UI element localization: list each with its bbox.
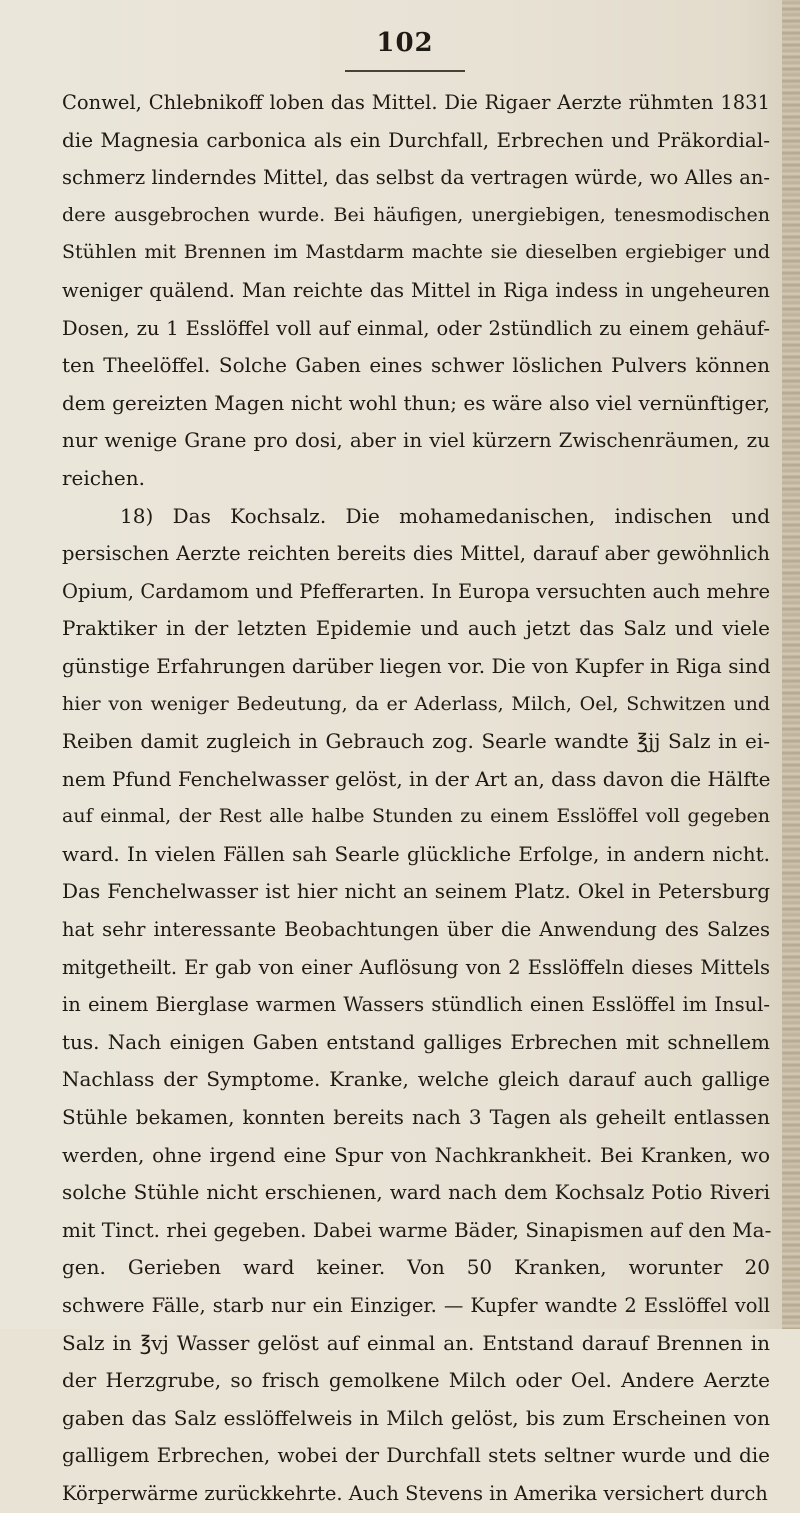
text-line: nur wenige Grane pro dosi, aber in viel kürzern Zwischenräumen, zu <box>62 428 770 453</box>
text-line: gen. Gerieben ward keiner. Von 50 Kranken, worunter 20 <box>62 1255 770 1280</box>
text-line: der Herzgrube, so frisch gemolkene Milch oder Oel. Andere Aerzte <box>62 1368 770 1393</box>
text-line: persischen Aerzte reichten bereits dies Mittel, darauf aber gewöhnlich <box>62 542 770 566</box>
text-line: Nachlass der Symptome. Kranke, welche gleich darauf auch gallige <box>62 1067 770 1092</box>
text-line: werden, ohne irgend eine Spur von Nachkrankheit. Bei Kranken, wo <box>62 1142 770 1167</box>
text-line: Dosen, zu 1 Esslöffel voll auf einmal, oder 2stündlich zu einem gehäuf- <box>62 316 770 340</box>
text-line: hier von weniger Bedeutung, da er Aderlass, Milch, Oel, Schwitzen und <box>62 692 770 715</box>
text-line: ten Theelöffel. Solche Gaben eines schwer löslichen Pulvers können <box>62 353 770 378</box>
text-line: Praktiker in der letzten Epidemie und auch jetzt das Salz und viele <box>62 616 770 641</box>
text-line: nem Pfund Fenchelwasser gelöst, in der Art an, dass davon die Hälfte <box>62 766 771 791</box>
text-line: dem gereizten Magen nicht wohl thun; es wäre also viel vernünftiger, <box>62 390 770 415</box>
text-line: Körperwärme zurückkehrte. Auch Stevens in Amerika versichert durch <box>62 1481 768 1505</box>
text-line: Reiben damit zugleich in Gebrauch zog. Searle wandte ℥jj Salz in ei- <box>62 729 770 754</box>
text-line: Stühlen mit Brennen im Mastdarm machte sie dieselben ergiebiger und <box>62 241 770 264</box>
text-line: galligem Erbrechen, wobei der Durchfall stets seltner wurde und die <box>62 1443 770 1468</box>
body-text <box>62 84 770 1513</box>
text-line: reichen. <box>62 465 145 490</box>
text-line: in einem Bierglase warmen Wassers stündlich einen Esslöffel im Insul- <box>62 993 770 1017</box>
text-line: ward. In vielen Fällen sah Searle glückliche Erfolge, in andern nicht. <box>62 841 770 866</box>
text-line: weniger quälend. Man reichte das Mittel in Riga indess in ungeheuren <box>62 278 770 302</box>
text-line: Salz in ℥vj Wasser gelöst auf einmal an. Entstand darauf Brennen in <box>62 1330 770 1355</box>
text-line: Conwel, Chlebnikoff loben das Mittel. Die Rigaer Aerzte rühmten 1831 <box>62 91 770 114</box>
header-rule <box>345 70 465 72</box>
page-edge <box>782 0 800 1329</box>
text-line: Stühle bekamen, konnten bereits nach 3 Tagen als geheilt entlassen <box>62 1105 770 1130</box>
text-line: dere ausgebrochen wurde. Bei häufigen, unergiebigen, tenesmodischen <box>62 203 770 226</box>
text-line: hat sehr interessante Beobachtungen über die Anwendung des Salzes <box>62 918 770 942</box>
text-line: Das Fenchelwasser ist hier nicht an seinem Platz. Okel in Petersburg <box>62 879 770 904</box>
text-line: schwere Fälle, starb nur ein Einziger. — Kupfer wandte 2 Esslöffel voll <box>62 1294 770 1317</box>
text-line: schmerz linderndes Mittel, das selbst da vertragen würde, wo Alles an- <box>62 166 770 190</box>
text-line: auf einmal, der Rest alle halbe Stunden zu einem Esslöffel voll gegeben <box>62 805 770 828</box>
text-line: mitgetheilt. Er gab von einer Auflösung von 2 Esslöffeln dieses Mittels <box>62 955 770 979</box>
text-line: Opium, Cardamom und Pfefferarten. In Europa versuchten auch mehre <box>62 579 770 603</box>
text-line: gaben das Salz esslöffelweis in Milch gelöst, bis zum Erscheinen von <box>62 1405 770 1430</box>
text-line: die Magnesia carbonica als ein Durchfall, Erbrechen und Präkordial- <box>62 127 770 152</box>
section-heading-line: 18) Das Kochsalz. Die mohamedanischen, indischen und <box>120 503 770 528</box>
text-line: tus. Nach einigen Gaben entstand galliges Erbrechen mit schnellem <box>62 1029 770 1054</box>
text-line: solche Stühle nicht erschienen, ward nach dem Kochsalz Potio Riveri <box>62 1180 770 1205</box>
text-line: mit Tinct. rhei gegeben. Dabei warme Bäder, Sinapismen auf den Ma- <box>62 1217 772 1242</box>
page-number: 102 <box>376 28 434 58</box>
text-line: günstige Erfahrungen darüber liegen vor. Die von Kupfer in Riga sind <box>62 653 771 678</box>
